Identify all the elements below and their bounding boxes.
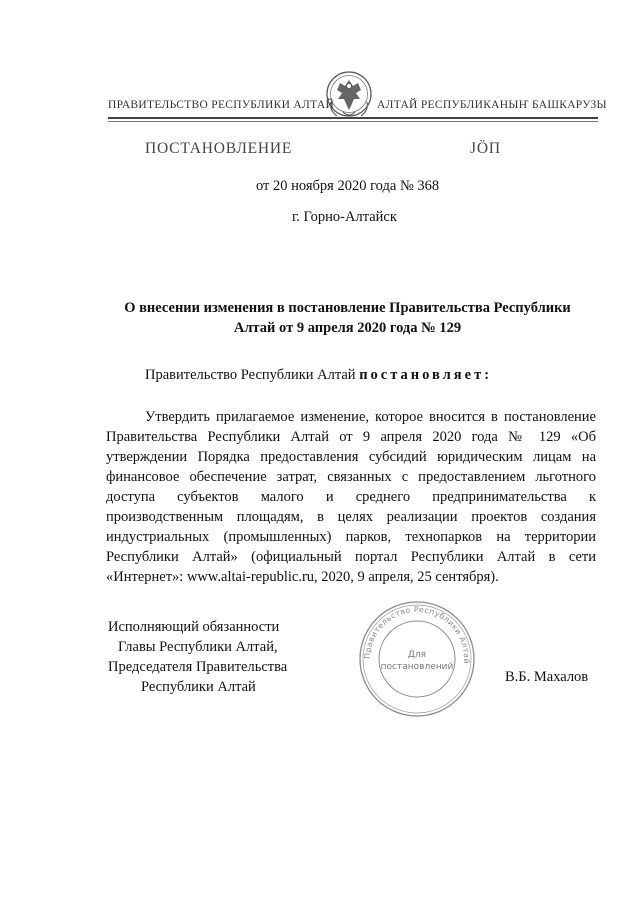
signature-line-1: Исполняющий обязанности	[108, 619, 280, 635]
doc-type-alt: JÖП	[470, 140, 501, 157]
signer-name: В.Б. Махалов	[505, 669, 589, 685]
date-line: от 20 ноября 2020 года № 368	[256, 178, 440, 194]
preamble	[145, 367, 492, 384]
preamble-verb: постановляет:	[359, 367, 493, 383]
signature-line-3: Председателя Правительства	[108, 659, 288, 675]
city-line: г. Горно-Алтайск	[292, 209, 397, 225]
document-title	[100, 298, 595, 338]
header-rule-bottom	[108, 121, 598, 122]
preamble-subject: Правительство Республики Алтай	[145, 367, 356, 383]
org-name-ru: ПРАВИТЕЛЬСТВО РЕСПУБЛИКИ АЛТАЙ	[108, 99, 335, 111]
title-line-2: Алтай от 9 апреля 2020 года № 129	[233, 320, 462, 336]
doc-type-ru: ПОСТАНОВЛЕНИЕ	[145, 140, 293, 157]
org-name-alt: АЛТАЙ РЕСПУБЛИКАНЫҤ БАШКАРУЗЫ	[377, 99, 607, 111]
body-paragraph: Утвердить прилагаемое изменение, которое вносится в постановление Правительства Республики Алтай от 9 апреля 2020 года № 129 «Об утверждении Порядка предоставления субсидий юридическим лицам на финансовое обеспечение затрат, связанных с предоставлением льготного доступа субъектов малого и среднего предпринимательства к производственным площадям, в целях реализации проектов создания индустриальных (промышленных) парков, технопарков на территории Республики Алтай» (официальный портал Республики Алтай в сети «Интернет»: www.altai-republic.ru, 2020, 9 апреля, 25 сентября).	[106, 409, 596, 585]
signature-line-2: Главы Республики Алтай,	[118, 639, 278, 655]
stamp-center-line-2: постановлений	[380, 662, 454, 672]
stamp-ring-text: Правительство Республики Алтай	[362, 604, 472, 665]
header-rule-top	[108, 117, 598, 119]
signature-line-4: Республики Алтай	[141, 679, 256, 695]
title-line-1: О внесении изменения в постановление Правительства Республики	[124, 300, 571, 316]
stamp-center-line-1: Для	[407, 650, 427, 660]
official-stamp	[357, 599, 477, 719]
